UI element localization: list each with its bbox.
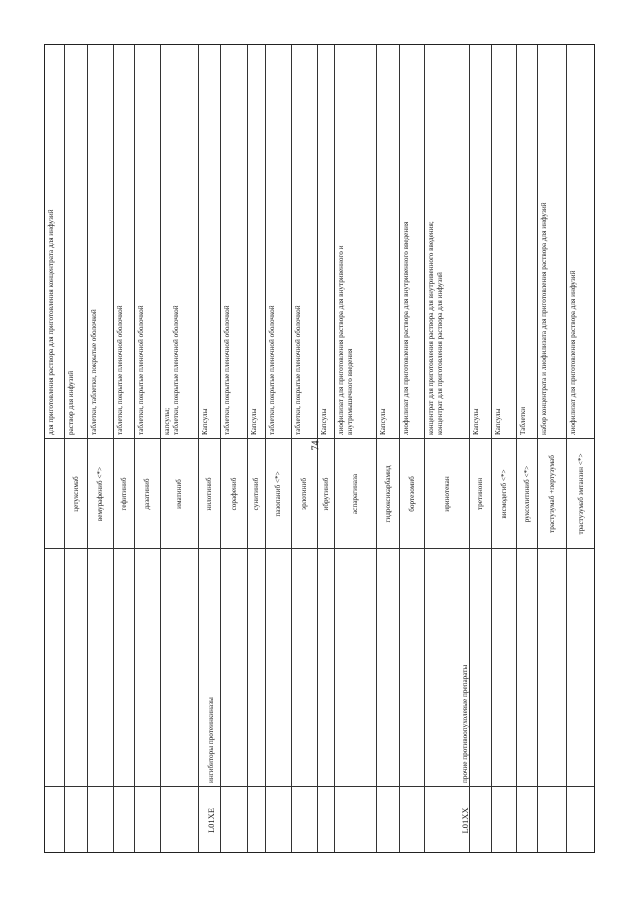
drug-cell: цетуксимаб — [71, 476, 80, 512]
dosage-form-line: концентрат для приготовления раствора для внутривенного введения; — [427, 221, 435, 435]
dosage-form-cell: Капсулы — [494, 408, 502, 435]
table-row — [65, 45, 88, 853]
dosage-form-cell: таблетки, покрытые пленочной оболочкой — [137, 305, 145, 435]
dosage-form-cell: Капсулы — [472, 408, 480, 435]
dosage-form-cell: для приготовления раствора для приготовления концентрата для инфузий — [47, 209, 55, 435]
drug-cell: вемурафениб <*> — [96, 466, 104, 522]
drug-cell — [45, 439, 64, 549]
dosage-form-line: капсулы; — [163, 407, 171, 435]
drug-cell: пазопаниб <*> — [274, 471, 282, 517]
column-divider — [45, 438, 595, 439]
column-divider — [45, 548, 595, 549]
drug-cell: бортезомиб — [407, 476, 416, 512]
drug-cell: трастузумаб эмтанзин <*> — [577, 453, 585, 535]
drug-cell: сунитиниб — [252, 477, 260, 511]
dosage-form-cell: лиофилизат для приготовления раствора для внутривенного введения — [402, 221, 410, 435]
dosage-form-cell: Капсулы — [201, 408, 209, 435]
drug-cell: ибрутиниб — [321, 477, 330, 511]
group-row-L01XX — [335, 549, 595, 853]
dosage-form-cell — [425, 45, 469, 439]
drug-cell: аспарагиназа — [351, 473, 359, 515]
drug-cell: трастузумаб +пертузумаб — [547, 455, 556, 533]
dosage-form-cell: набор концентрата и лиофилизата для приготовления раствора для инфузий — [540, 202, 548, 435]
dosage-form-cell: Капсулы — [379, 408, 387, 435]
dosage-form-cell: Капсулы — [320, 408, 328, 435]
drug-cell: гефитиниб — [119, 477, 128, 511]
atc-code: L01XX — [460, 807, 471, 834]
group-name: прочие противоопухолевые препараты — [461, 664, 469, 783]
dosage-form-cell: Таблетки — [519, 406, 527, 435]
dosage-form-cell: таблетки, покрытые пленочной оболочкой — [268, 305, 276, 435]
page-number — [311, 441, 322, 451]
drug-cell: эрлотиниб — [300, 478, 308, 511]
column-divider — [45, 786, 595, 787]
dosage-form-cell: таблетки, таблетки, покрытые оболочкой — [90, 309, 98, 435]
dosage-form-cell: таблетки, покрытые пленочной оболочкой — [223, 305, 231, 435]
drug-cell: сорафениб — [229, 477, 238, 511]
dosage-form-cell — [335, 45, 376, 439]
drug-cell: дазатиниб — [143, 478, 151, 510]
atc-code: L01XE — [205, 807, 216, 834]
dosage-form-cell: таблетки, покрытые пленочной оболочкой — [294, 305, 302, 435]
dosage-form-cell: раствор для инфузий — [67, 370, 75, 435]
dosage-form-line: внутримышечного введения — [346, 348, 354, 435]
group-name: ингибиторы протеинкиназы — [206, 697, 215, 783]
dosage-form-line: концентрат для приготовления раствора для инфузий — [436, 272, 444, 435]
drug-cell: иматиниб — [175, 479, 183, 509]
dosage-form-line: лиофилизат для приготовления раствора для внутривенного и — [337, 245, 345, 435]
dosage-form-cell: таблетки, покрытые пленочной оболочкой — [116, 305, 124, 435]
drug-cell: гидроксикарбамид — [383, 465, 392, 523]
drug-cell: висмодегиб <*> — [499, 469, 508, 519]
table-row — [45, 45, 65, 853]
group-L01XE — [88, 45, 335, 549]
dosage-form-line: таблетки, покрытые пленочной оболочкой — [172, 305, 180, 435]
dosage-form-cell: Капсулы — [250, 408, 258, 435]
group-L01XX — [335, 45, 595, 549]
dosage-form-cell — [161, 45, 198, 439]
drug-cell: третиноин — [476, 477, 484, 511]
group-row-L01XE — [88, 549, 335, 853]
drug-cell: нилотиниб — [205, 477, 213, 511]
drug-cell: руксолитиниб <*> — [522, 465, 531, 523]
dosage-form-cell: лиофилизат для приготовления раствора для инфузий — [569, 270, 577, 435]
drug-cell: иринотекан — [442, 476, 451, 512]
page-number-text: 74 — [310, 440, 322, 451]
